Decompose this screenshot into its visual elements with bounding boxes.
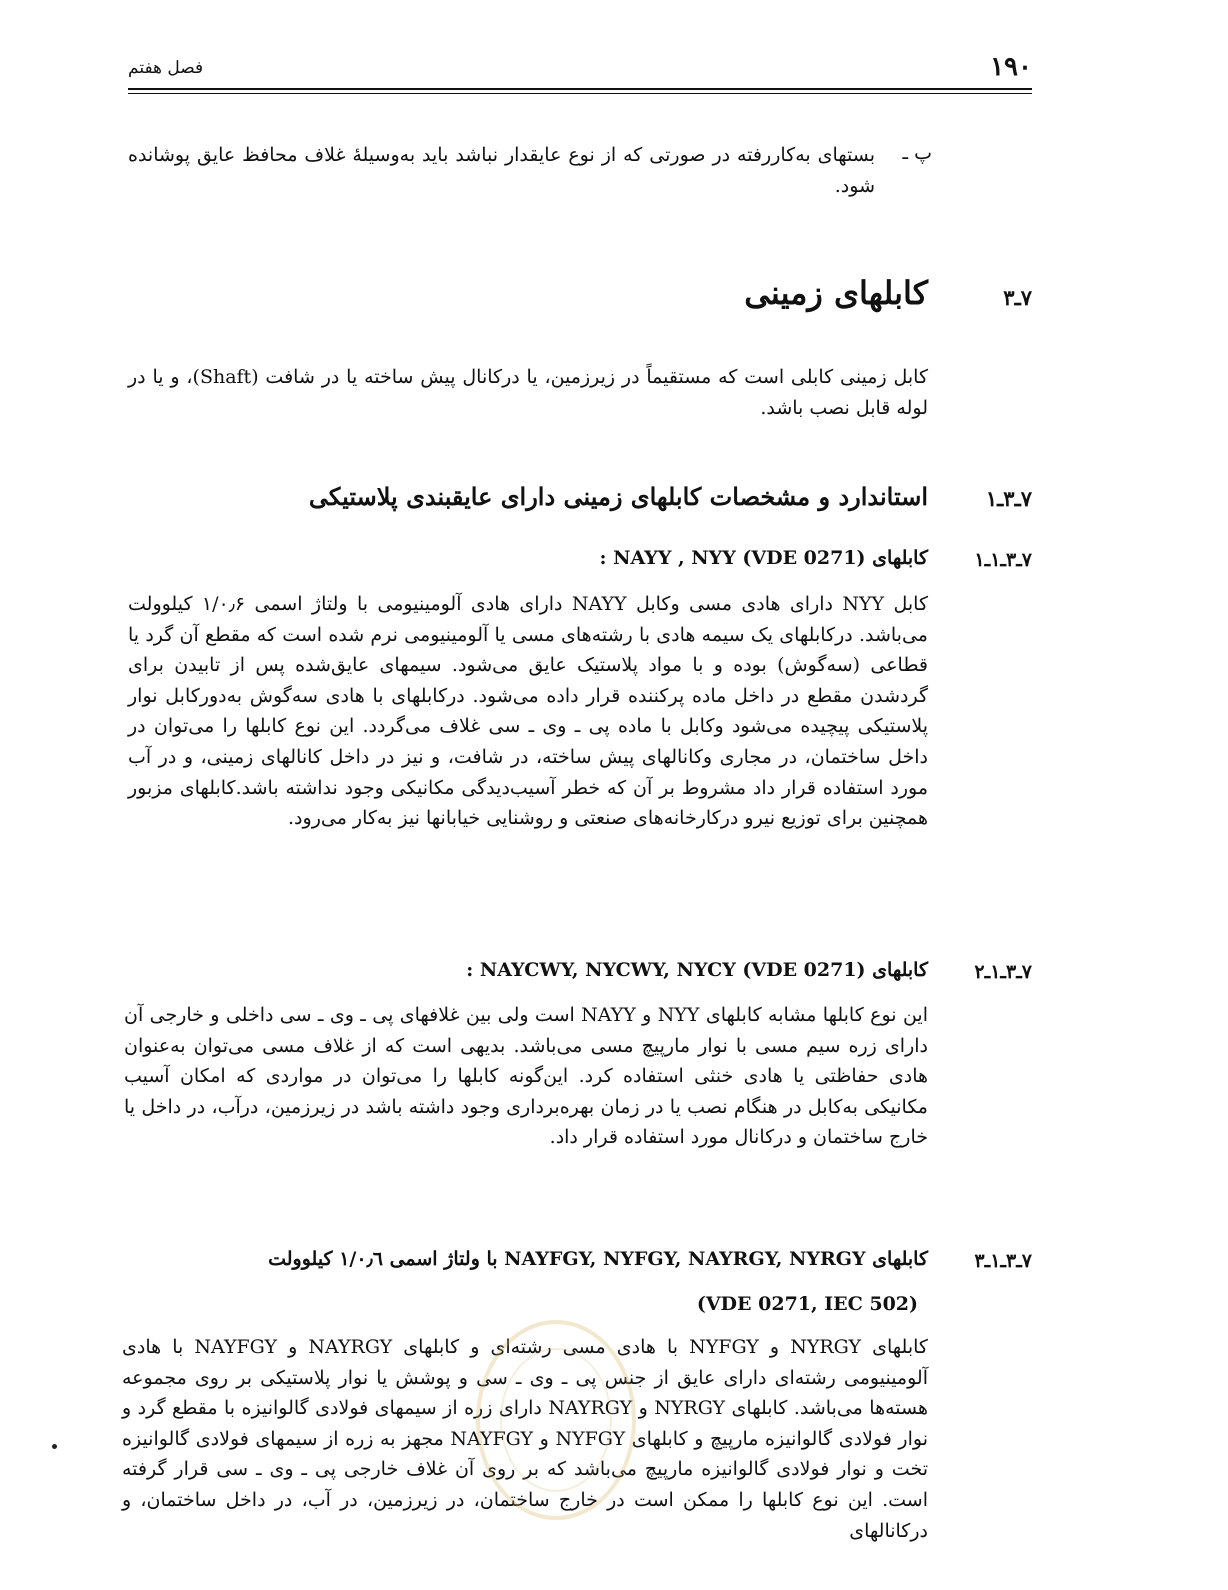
- clause-heading: کابلهای NAYY , NYY (VDE 0271) :: [599, 547, 928, 569]
- clause-heading: کابلهای NAYFGY, NYFGY, NAYRGY, NYRGY با ولتاژ اسمی ۱/۰٫٦ کیلوولت: [268, 1248, 928, 1270]
- clause-number: ۷ـ۳ـ۱ـ۱: [974, 549, 1032, 571]
- clause-number: ۷ـ۳ـ۱ـ۳: [974, 1250, 1032, 1272]
- clause-number: ۷ـ۳ـ۱ـ۲: [974, 961, 1032, 983]
- list-marker: پ ـ: [902, 142, 932, 164]
- page-number: ۱۹۰: [990, 52, 1032, 82]
- list-item-text: بستهای به‌کاررفته در صورتی که از نوع عایقدار نباشد باید به‌وسیلهٔ غلاف محافظ عایق پوشانده شود.: [128, 144, 875, 197]
- header-rule-thin: [128, 93, 1032, 94]
- margin-dot: [52, 1444, 57, 1449]
- chapter-title: فصل هفتم: [128, 58, 204, 78]
- clause-paragraph: این نوع کابلها مشابه کابلهای NYY و NAYY است ولی بین غلافهای پی ـ وی ـ سی داخلی و خارجی آن دارای زره سیم مسی با نوار مارپیچ مسی می‌باشد. بدیهی است که از غلاف مسی می‌توان به‌عنوان هادی حفاظتی یا هادی خنثی استفاده کرد. این‌گونه کابلها را می‌توان در مواردی که امکان آسیب مکانیکی به‌کابل در هنگام نصب یا در زمان بهره‌برداری وجود داشته باشد در زیرزمین، درآب، در داخل یا خارج ساختمان و درکانال مورد استفاده قرار داد.: [124, 1004, 928, 1149]
- section-number: ۷ـ۳: [1003, 285, 1032, 310]
- subsection-number: ۷ـ۳ـ۱: [985, 486, 1032, 511]
- clause-standard-reference: (VDE 0271, IEC 502): [696, 1293, 918, 1315]
- clause-heading: کابلهای NAYCWY, NYCWY, NYCY (VDE 0271) :: [466, 959, 928, 981]
- subsection-heading: استاندارد و مشخصات کابلهای زمینی دارای عایقبندی پلاستیکی: [308, 482, 928, 511]
- section-heading: کابلهای زمینی: [744, 274, 928, 312]
- watermark-seal: [476, 1320, 636, 1520]
- header-rule: [128, 88, 1032, 90]
- section-paragraph: کابل زمینی کابلی است که مستقیماً در زیرزمین، یا درکانال پیش ساخته یا در شافت (Shaft)، و یا در لوله قابل نصب باشد.: [128, 366, 928, 419]
- clause-paragraph: کابلهای NYRGY و NYFGY با هادی مسی رشته‌ای و کابلهای NAYRGY و NAYFGY با هادی آلومینیومی رشته‌ای دارای عایق از جنس پی ـ وی ـ سی و پوشش یا نوار پلاستیکی بر روی مجموعه هسته‌ها می‌باشد. کابلهای NYRGY و NAYRGY دارای زره از سیمهای فولادی گالوانیزه با مقطع گرد و نوار فولادی گالوانیزه مارپیچ و کابلهای NYFGY و NAYFGY مجهز به زره از سیمهای فولادی گالوانیزه تخت و نوار فولادی گالوانیزه مارپیچ می‌باشد که بر روی آن غلاف خارجی پی ـ وی ـ سی قرار گرفته است. این نوع کابلها را ممکن است در خارج ساختمان، در زیرزمین، در آب، در داخل ساختمان، و درکانالهای: [122, 1336, 929, 1542]
- clause-paragraph: کابل NYY دارای هادی مسی وکابل NAYY دارای هادی آلومینیومی با ولتاژ اسمی ۱/۰٫۶ کیلوولت می‌باشد. درکابلهای یک سیمه هادی با رشته‌های مسی یا آلومینیومی نرم شده است که مقطع آن گرد یا قطاعی (سه‌گوش) بوده و با مواد پلاستیک عایق می‌شود. سیمهای عایق‌شده پس از تابیدن برای گردشدن مقطع در داخل ماده پرکننده قرار داده می‌شود. درکابلهای با هادی سه‌گوش به‌دورکابل نوار پلاستیکی پیچیده می‌شود وکابل با ماده پی ـ وی ـ سی غلاف می‌گردد. این نوع کابلها را می‌توان در داخل ساختمان، در مجاری وکانالهای پیش ساخته، در شافت، و نیز در داخل کانالهای زمینی، و در آب مورد استفاده قرار داد مشروط بر آن که خطر آسیب‌دیدگی مکانیکی وجود نداشته باشد.کابلهای مزبور همچنین برای توزیع نیرو درکارخانه‌های صنعتی و روشنایی خیابانها نیز به‌کار می‌رود.: [128, 593, 928, 830]
